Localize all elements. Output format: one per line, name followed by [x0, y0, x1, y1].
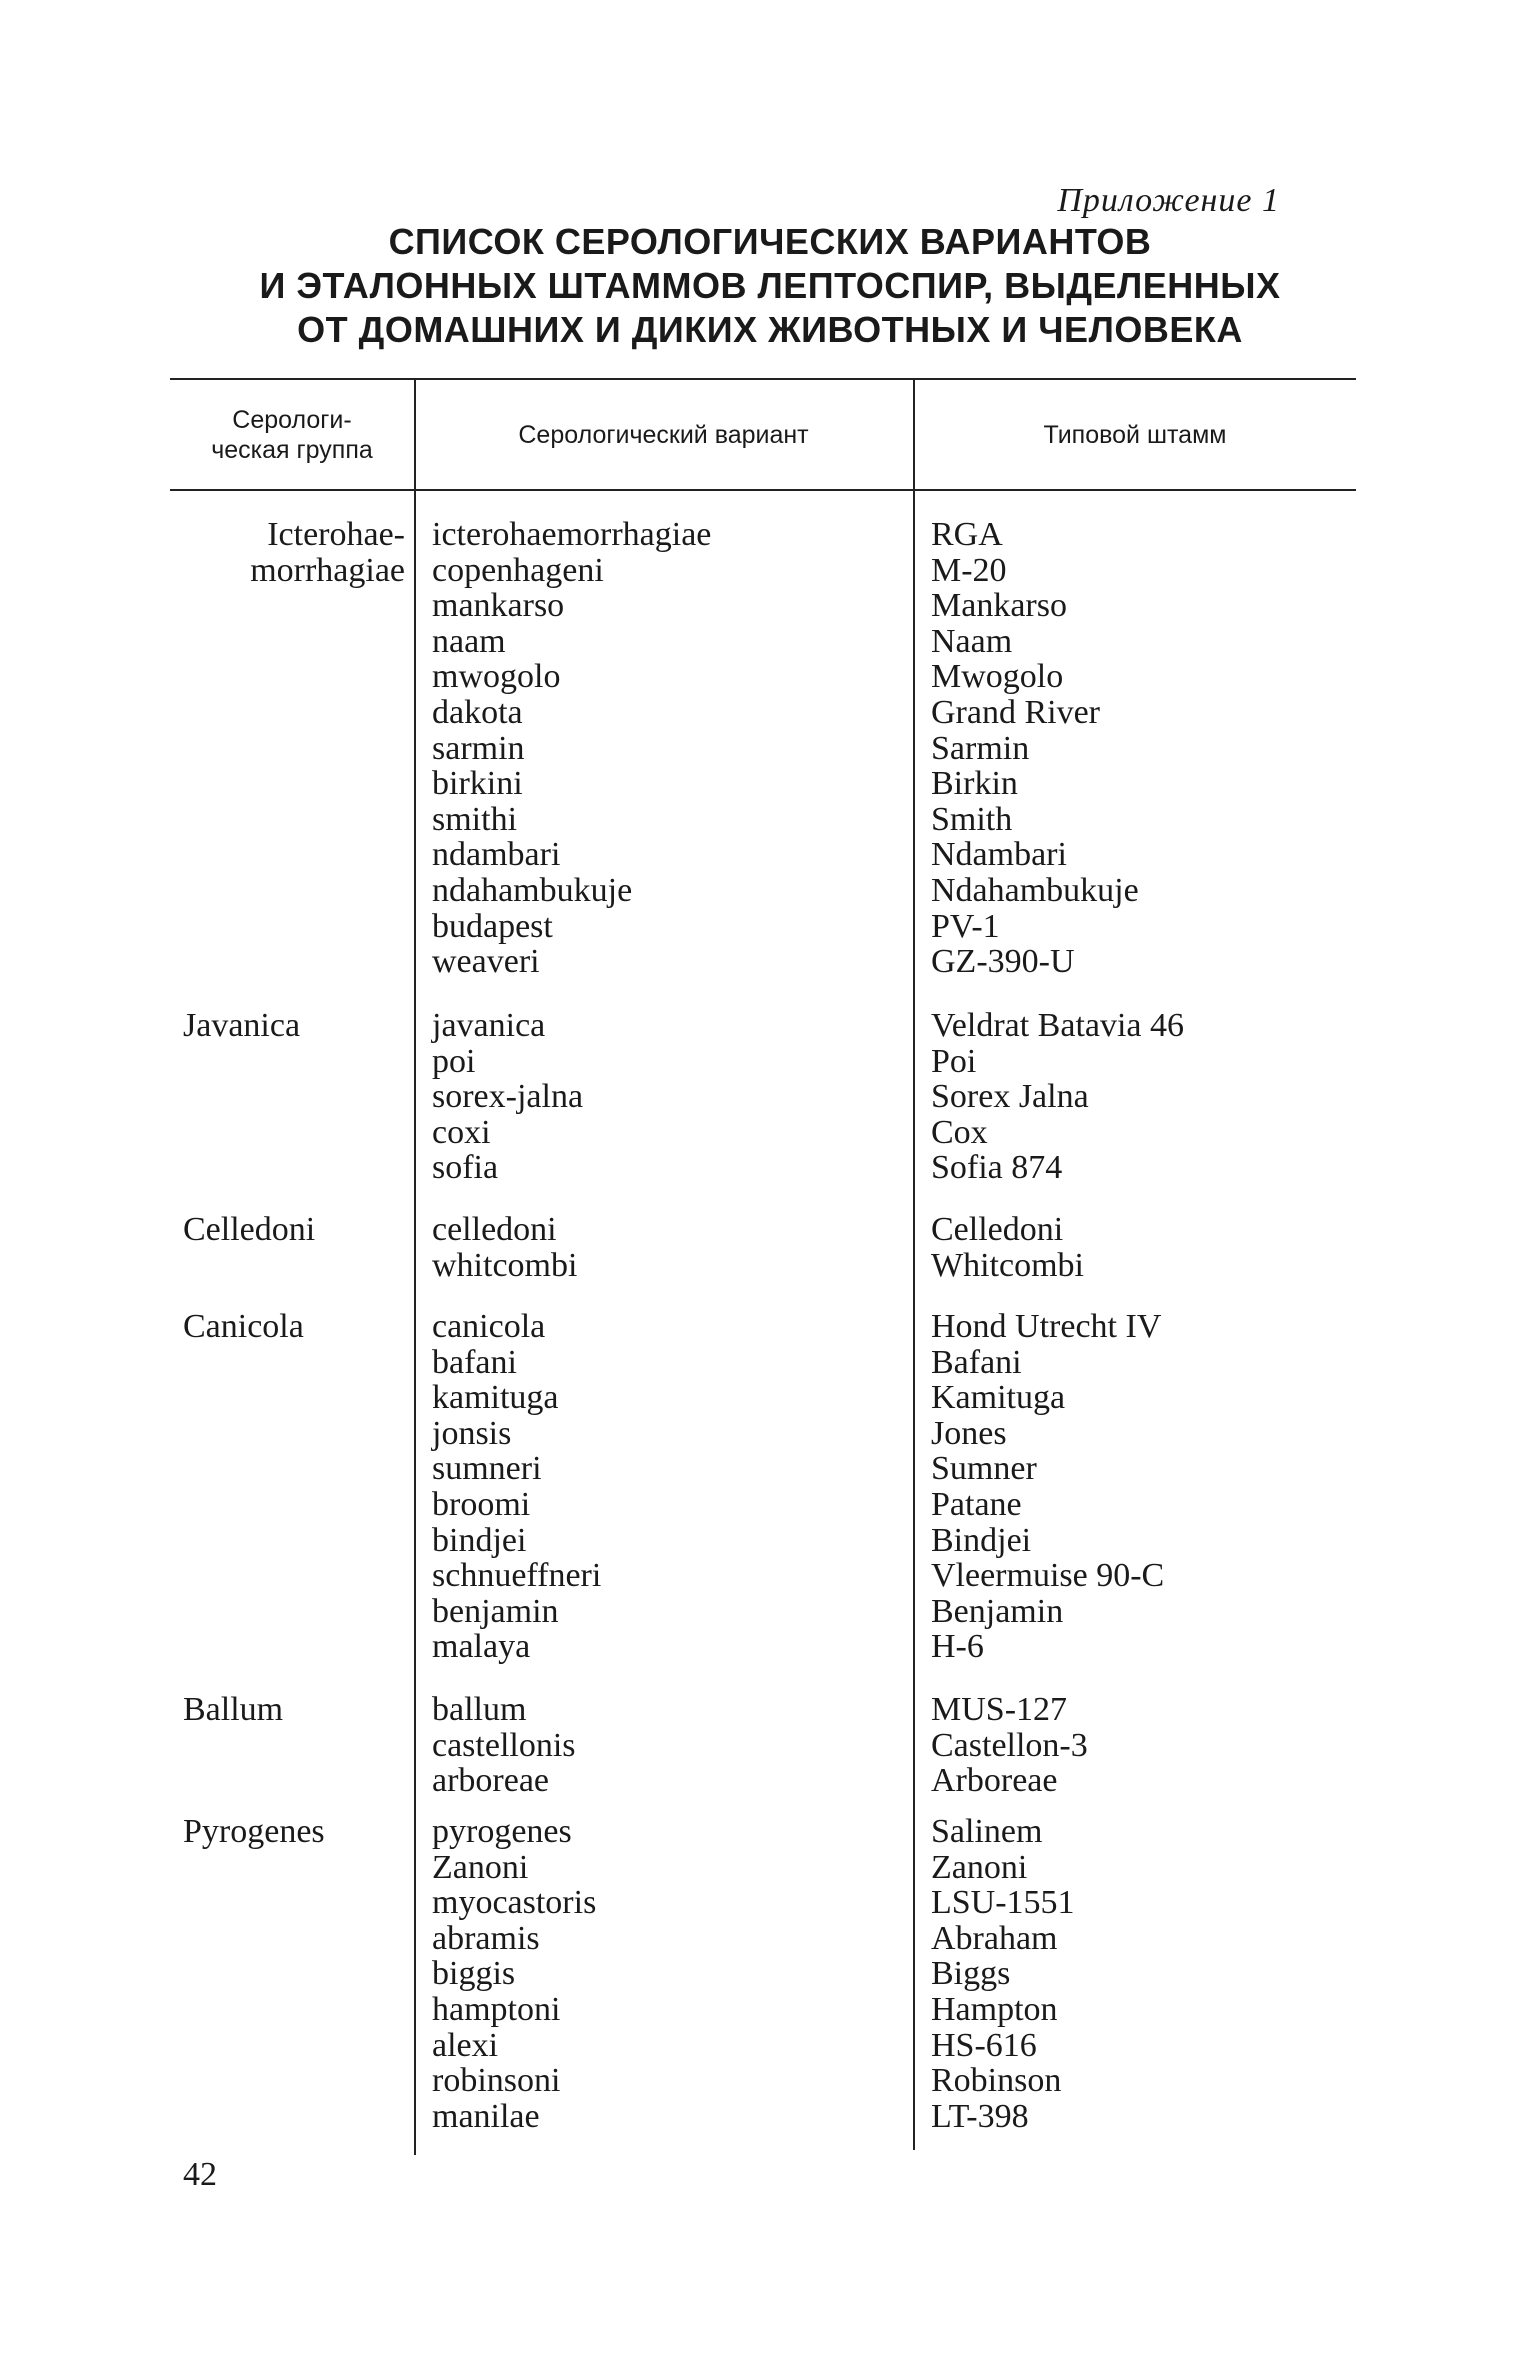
strain-cell: Abraham [931, 1919, 1058, 1957]
variant-cell: bindjei [432, 1521, 527, 1559]
variant-cell: pyrogenes [432, 1813, 572, 1850]
variant-cell: malaya [432, 1628, 531, 1666]
variant-cell: Zanoni [432, 1848, 529, 1886]
variant-cell: celledoni [432, 1211, 557, 1248]
variant-cell: myocastoris [432, 1884, 597, 1922]
strain-cell: Whitcombi [931, 1246, 1084, 1284]
strain-cell: Sarmin [931, 729, 1030, 767]
variant-cell: copenhageni [432, 551, 604, 589]
strain-cell: Sorex Jalna [931, 1078, 1089, 1116]
strain-cell: Poi [931, 1042, 977, 1080]
strain-cell: GZ-390-U [931, 943, 1075, 981]
variant-cell: naam [432, 622, 506, 660]
strain-cell: LT-398 [931, 2097, 1029, 2135]
variant-cell: sorex-jalna [432, 1078, 584, 1116]
variant-cell: whitcombi [432, 1246, 578, 1284]
group-name: Icterohae- [267, 516, 405, 553]
strain-cell: Ndambari [931, 836, 1067, 874]
variant-cell: dakota [432, 694, 523, 731]
strain-cell: Arboreae [931, 1762, 1058, 1800]
table-top-rule [170, 378, 1356, 380]
title-line: И ЭТАЛОННЫХ ШТАММОВ ЛЕПТОСПИР, ВЫДЕЛЕННЫХ [259, 265, 1281, 306]
group-name: Celledoni [183, 1211, 316, 1248]
strain-cell: Hond Utrecht IV [931, 1308, 1162, 1345]
variant-cell: canicola [432, 1308, 546, 1345]
strain-cell: Benjamin [931, 1592, 1064, 1630]
variant-cell: sofia [432, 1149, 499, 1187]
appendix-label: Приложение 1 [1057, 182, 1280, 219]
header-variant: Серологический вариант [518, 421, 809, 449]
variant-cell: ndambari [432, 836, 561, 874]
strain-cell: RGA [931, 516, 1003, 553]
group-name: Ballum [183, 1691, 284, 1728]
header-group [172, 405, 412, 465]
variant-cell: sarmin [432, 729, 525, 767]
strain-cell: H-6 [931, 1628, 984, 1666]
strain-cell: HS-616 [931, 2026, 1037, 2064]
group-name: Javanica [183, 1007, 301, 1044]
strain-cell: Grand River [931, 694, 1101, 731]
variant-cell: arboreae [432, 1762, 550, 1800]
strain-cell: LSU-1551 [931, 1884, 1075, 1922]
strain-cell: Bindjei [931, 1521, 1032, 1559]
group-name: Canicola [183, 1308, 304, 1345]
strain-cell: Jones [931, 1414, 1007, 1452]
strain-cell: Cox [931, 1113, 988, 1151]
strain-cell: Mankarso [931, 587, 1067, 625]
strain-cell: Mwogolo [931, 658, 1064, 696]
strain-cell: Bafani [931, 1343, 1022, 1381]
strain-cell: Naam [931, 622, 1013, 660]
header-bottom-rule [170, 489, 1356, 491]
strain-cell: Kamituga [931, 1379, 1066, 1417]
strain-cell: Salinem [931, 1813, 1043, 1850]
variant-cell: javanica [432, 1007, 546, 1044]
strain-cell: Sofia 874 [931, 1149, 1063, 1187]
variant-cell: kamituga [432, 1379, 559, 1417]
variant-cell: mankarso [432, 587, 565, 625]
variant-cell: abramis [432, 1919, 540, 1957]
page-title [180, 220, 1360, 352]
strain-cell: Hampton [931, 1991, 1058, 2028]
variant-cell: icterohaemorrhagiae [432, 516, 712, 553]
column-divider-2 [913, 380, 915, 2150]
strain-cell: Ndahambukuje [931, 872, 1139, 909]
strain-cell: Veldrat Batavia 46 [931, 1007, 1185, 1044]
group-name: Pyrogenes [183, 1813, 325, 1850]
variant-cell: castellonis [432, 1726, 576, 1764]
strain-cell: Celledoni [931, 1211, 1064, 1248]
variant-cell: bafani [432, 1343, 517, 1381]
variant-cell: benjamin [432, 1592, 559, 1630]
variant-cell: coxi [432, 1113, 491, 1151]
title-line: СПИСОК СЕРОЛОГИЧЕСКИХ ВАРИАНТОВ [388, 221, 1152, 262]
page-number: 42 [183, 2156, 217, 2193]
variant-cell: birkini [432, 765, 523, 803]
variant-cell: mwogolo [432, 658, 561, 696]
variant-cell: ballum [432, 1691, 527, 1728]
strain-cell: MUS-127 [931, 1691, 1068, 1728]
variant-cell: smithi [432, 800, 518, 838]
variant-cell: manilae [432, 2097, 540, 2135]
strain-cell: Robinson [931, 2062, 1062, 2100]
variant-cell: jonsis [432, 1414, 512, 1452]
variant-cell: budapest [432, 907, 553, 945]
column-divider-1 [414, 380, 416, 2155]
variant-cell: alexi [432, 2026, 499, 2064]
variant-cell: sumneri [432, 1450, 542, 1488]
strain-cell: Castellon-3 [931, 1726, 1088, 1764]
strain-cell: Zanoni [931, 1848, 1028, 1886]
variant-cell: robinsoni [432, 2062, 561, 2100]
variant-cell: biggis [432, 1955, 516, 1993]
variant-cell: hamptoni [432, 1991, 561, 2028]
title-line: ОТ ДОМАШНИХ И ДИКИХ ЖИВОТНЫХ И ЧЕЛОВЕКА [297, 309, 1243, 350]
variant-cell: broomi [432, 1486, 531, 1523]
group-name: morrhagiae [250, 551, 405, 589]
header-strain: Типовой штамм [1043, 421, 1227, 449]
strain-cell: Patane [931, 1486, 1022, 1523]
header-group-line2: ческая группа [211, 436, 373, 464]
strain-cell: M-20 [931, 551, 1007, 589]
strain-cell: Vleermuise 90-C [931, 1557, 1165, 1595]
variant-cell: schnueffneri [432, 1557, 602, 1595]
strain-cell: Smith [931, 800, 1013, 838]
header-group-line1: Серологи- [232, 406, 352, 434]
strain-cell: Biggs [931, 1955, 1011, 1993]
strain-cell: Birkin [931, 765, 1018, 803]
strain-cell: PV-1 [931, 907, 1000, 945]
variant-cell: weaveri [432, 943, 540, 981]
strain-cell: Sumner [931, 1450, 1037, 1488]
variant-cell: ndahambukuje [432, 872, 633, 909]
variant-cell: poi [432, 1042, 476, 1080]
